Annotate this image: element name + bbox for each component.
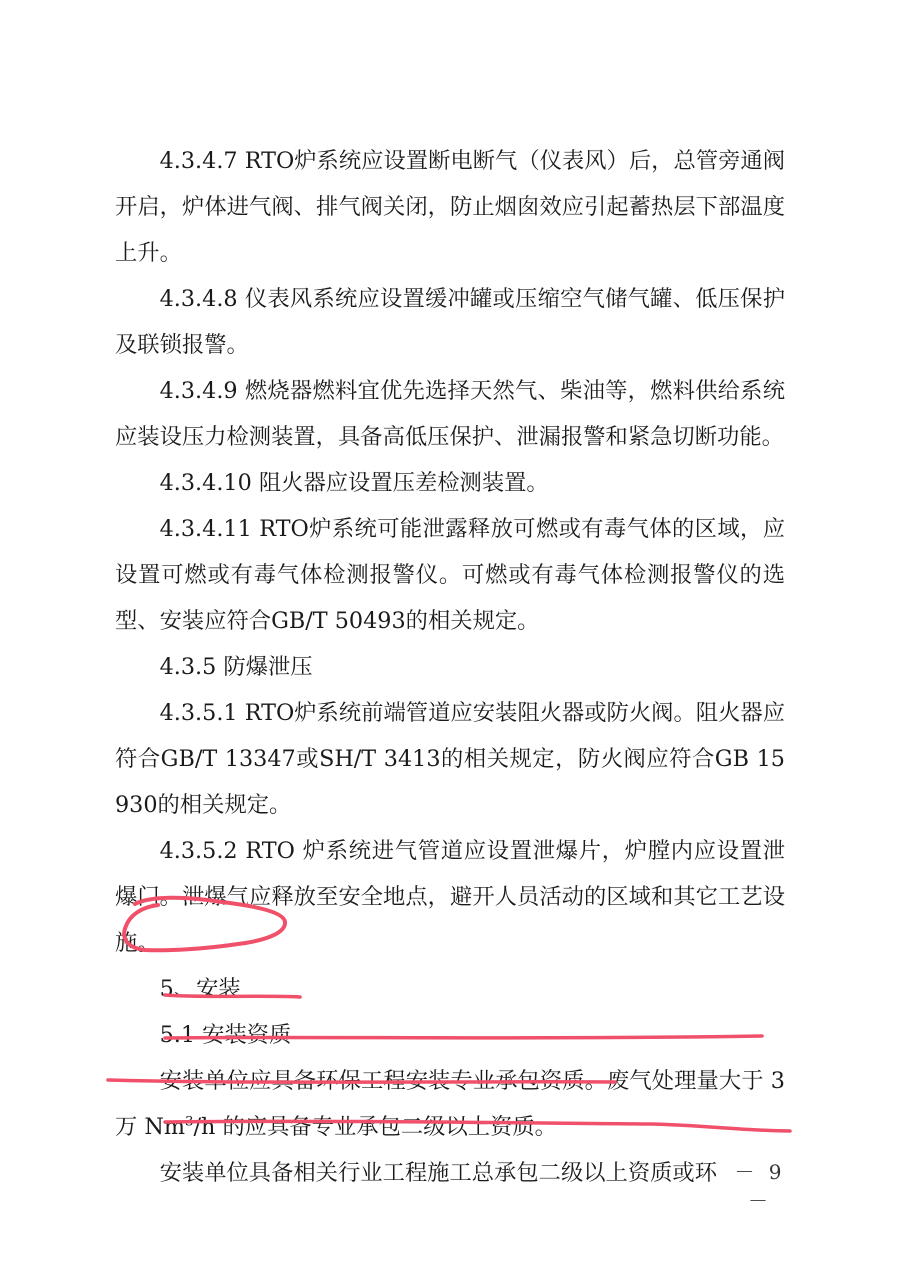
clause-4-3-4-8: 4.3.4.8 仪表风系统应设置缓冲罐或压缩空气储气罐、低压保护及联锁报警。 [115,286,785,358]
document-body [115,138,785,1196]
clause-4-3-4-9: 4.3.4.9 燃烧器燃料宜优先选择天然气、柴油等，燃料供给系统应装设压力检测装置，具备高低压保护、泄漏报警和紧急切断功能。 [115,378,785,450]
qualification-text-before: 安装单位应具备环保工程安装专业承包资质。废气处理量大于 3 万 Nm [115,1068,785,1140]
qualification-superscript: 3 [185,1114,194,1130]
section-heading-5-1: 5.1 安装资质 [159,1022,292,1048]
section-heading-4-3-5: 4.3.5 防爆泄压 [159,654,313,680]
clause-4-3-5-1: 4.3.5.1 RTO炉系统前端管道应安装阻火器或防火阀。阻火器应符合GB/T 13347或SH/T 3413的相关规定，防火阀应符合GB 15930的相关规定。 [115,700,785,818]
clause-4-3-5-2: 4.3.5.2 RTO 炉系统进气管道应设置泄爆片，炉膛内应设置泄爆门。泄爆气应释放至安全地点，避开人员活动的区域和其它工艺设施。 [115,838,785,956]
chapter-heading-5: 5、安装 [159,976,241,1002]
clause-4-3-4-7: 4.3.4.7 RTO炉系统应设置断电断气（仪表风）后，总管旁通阀开启，炉体进气阀、排气阀关闭，防止烟囱效应引起蓄热层下部温度上升。 [115,148,785,266]
paragraph-general-contractor: 安装单位具备相关行业工程施工总承包二级以上资质或环 [159,1160,718,1186]
clause-4-3-4-11: 4.3.4.11 RTO炉系统可能泄露释放可燃或有毒气体的区域，应设置可燃或有毒气体检测报警仪。可燃或有毒气体检测报警仪的选型、安装应符合GB/T 50493的相关规定。 [115,516,785,634]
paragraph-qualification [115,1058,785,1150]
page-number: － 9 － [734,1160,786,1213]
qualification-text-after: /h 的应具备专业承包二级以上资质。 [193,1114,557,1140]
clause-4-3-4-10: 4.3.4.10 阻火器应设置压差检测装置。 [159,470,549,496]
